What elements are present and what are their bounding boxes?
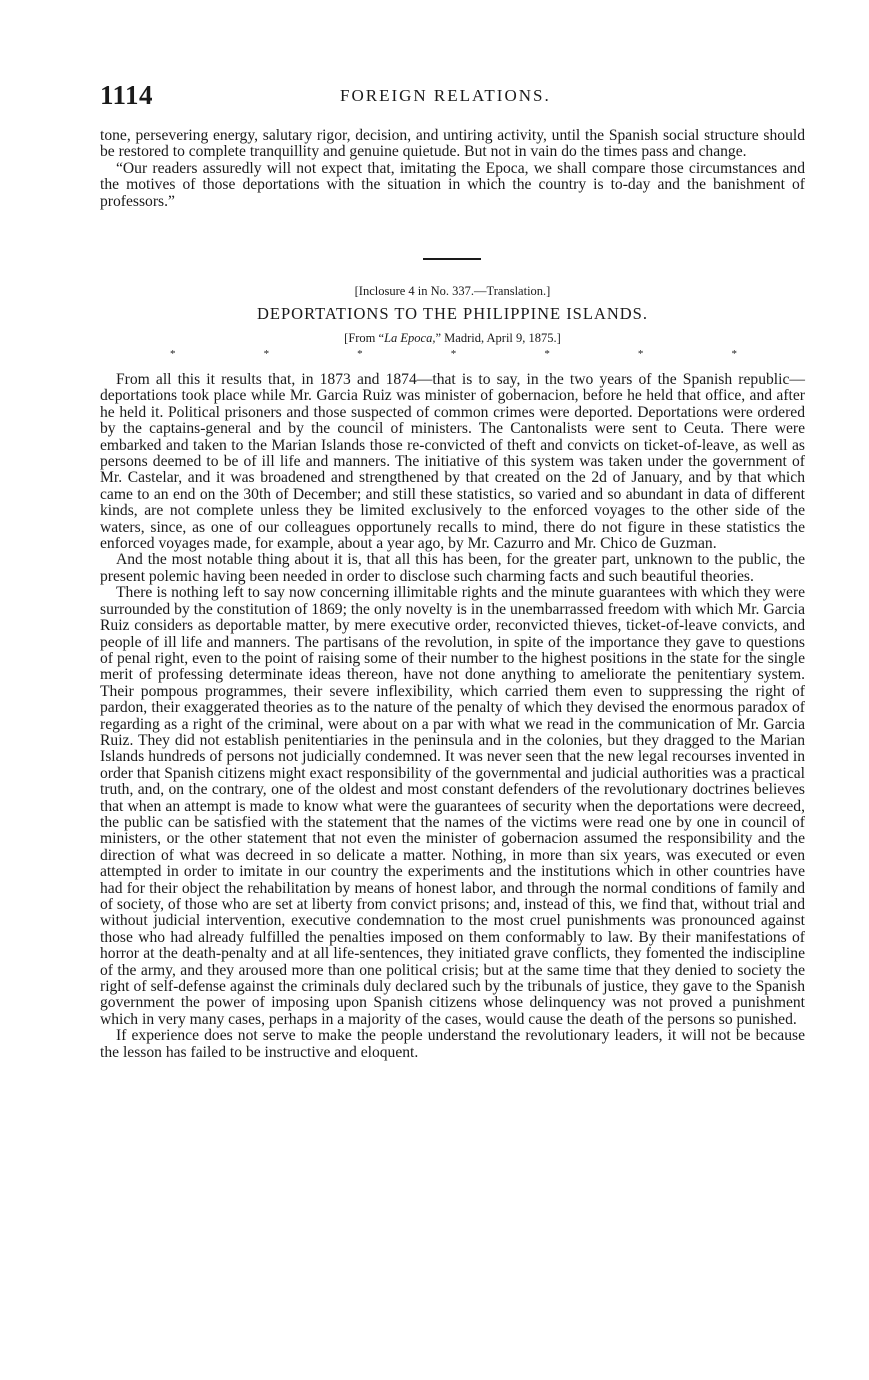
source-line (100, 331, 805, 346)
source-suffix: ” Madrid, April 9, 1875.] (435, 331, 561, 345)
asterisk: * (544, 348, 550, 360)
page-number: 1114 (100, 80, 154, 110)
source-prefix: [From “ (344, 331, 385, 345)
article-paragraph: And the most notable thing about it is, that all this has been, for the greater part, unknown to the public, the present polemic having been needed in order to disclose such charming facts and such beautiful theories. (100, 551, 805, 585)
asterisk: * (170, 348, 176, 360)
inclosure-label: [Inclosure 4 in No. 337.—Translation.] (354, 284, 551, 298)
page-header (100, 80, 805, 110)
source-newspaper: La Epoca, (384, 331, 436, 345)
continued-text-block (100, 128, 805, 210)
asterisk: * (731, 348, 737, 360)
article-body (100, 372, 805, 1061)
asterisk: * (357, 348, 363, 360)
asterisk: * (450, 348, 457, 360)
asterisk: * (263, 348, 270, 360)
article-paragraph: There is nothing left to say now concerning illimitable rights and the minute guarantees with which they were surrounded by the constitution of 1869; the only novelty is in the unembarrassed freedom with which Mr. Garcia Ruiz considers as deportable matter, by mere executive order, reconvicted thieves, ticket-of-leave convicts, and people of ill life and manners. The partisans of the revolution, in spite of the importance they gave to questions of penal right, even to the point of raising some of their number to the highest positions in the state for the single merit of professing determinate ideas thereon, have not done anything to ameliorate the penitentiary system. Their pompous programmes, their severe inflexibility, which carried them even to suppressing the right of pardon, their exaggerated theories as to the nature of the penalty of which they devised the enormous paradox of regarding as a right of the criminal, were about on a par with what we read in the communication of Mr. Garcia Ruiz. They did not establish penitentiaries in the peninsula and in the colonies, but they dragged to the Marian Islands hundreds of persons not judicially condemned. It was never seen that the new legal recourses invented in order that Spanish citizens might exact responsibility of the governmental and judicial authorities was a practical truth, and, on the contrary, one of the oldest and most constant defenders of the revolutionary doctrines believes that when an attempt is made to know what were the guarantees of security when the deportations were decreed, the public can be satisfied with the statement that the names of the victims were read one by one in council of ministers, or the other statement that not even the minister of gobernacion assumed the responsibility and the direction of what was decreed in so delicate a matter. Nothing, in more than six years, was executed or even attempted in order to imitate in our country the experiments and the institutions which in other countries have had for their object the rehabilitation by means of honest labor, and through the normal conditions of family and of society, of those who are set at liberty from convict prisons; and, instead of this, we find that, without trial and without judicial intervention, executive condemnation to the most cruel punishments was pronounced against those who had already fulfilled the penalties imposed on them conformably to law. By their manifestations of horror at the death-penalty and at all life-sentences, they initiated grave conflicts, they fomented the indiscipline of the army, and they aroused more than one political crisis; but at the same time that they denied to society the right of self-defense against the criminals duly declared such by the tribunals of justice, they gave to the Spanish government the power of imposing upon Spanish citizens whose delinquency was not proved a punishment which in very many cases, perhaps in a majority of the cases, would cause the death of the persons so punished. (100, 584, 805, 1028)
document-title: DEPORTATIONS TO THE PHILIPPINE ISLANDS. (256, 304, 648, 323)
quoted-paragraph: “Our readers assuredly will not expect that, imitating the Epoca, we shall compare those circumstances and the motives of those deportations with the situation in which the country is to-day and the banishment of professors.” (100, 159, 805, 210)
section-divider (423, 258, 481, 260)
ellipsis-asterisks (100, 348, 805, 364)
article-paragraph: From all this it results that, in 1873 and 1874—that is to say, in the two years of the Spanish republic—deportations took place while Mr. Garcia Ruiz was minister of gobernacion, before he held that office, and after he held it. Political prisoners and those suspected of common crimes were deported. Deportations were ordered by the captains-general and by the council of ministers. The Cantonalists were sent to Ceuta. There were embarked and taken to the Marian Islands those re-convicted of theft and convicts on ticket-of-leave, as well as persons deemed to be of ill life and manners. The initiative of this system was taken under the government of Mr. Castelar, and it was broadened and strengthened by that created on the 2d of January, and by that which came to an end on the 30th of December; and still these statistics, so varied and so abundant in data of different kinds, are not complete unless they be limited exclusively to the enforced voyages to the other side of the waters, since, as one of our colleagues opportunely recalls to mind, there do not figure in these statistics the enforced voyages made, for example, about a year ago, by Mr. Cazurro and Mr. Chico de Guzman. (100, 371, 805, 553)
running-head: FOREIGN RELATIONS. (340, 86, 551, 105)
article-paragraph: If experience does not serve to make the people understand the revolutionary leaders, it will not be because the lesson has failed to be instructive and eloquent. (100, 1027, 805, 1061)
asterisk: * (637, 348, 644, 360)
continued-paragraph: tone, persevering energy, salutary rigor, decision, and untiring activity, until the Spanish social structure should be restored to complete tranquillity and genuine quietude. But not in vain do the times pass and change. (100, 127, 805, 161)
